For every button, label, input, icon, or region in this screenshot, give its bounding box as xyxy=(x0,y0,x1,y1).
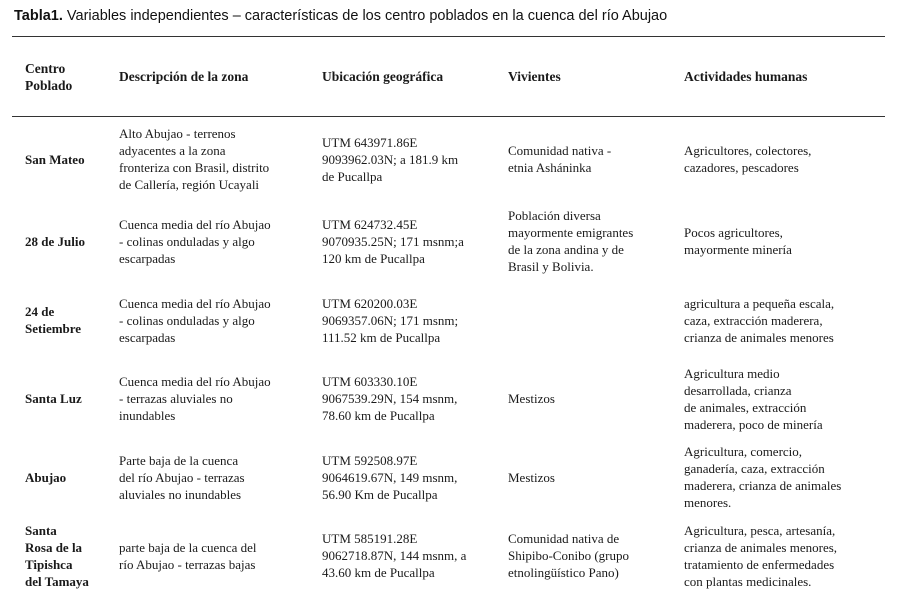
actividades-cell: Agricultores, colectores, cazadores, pescadores xyxy=(684,143,812,175)
table-caption xyxy=(14,8,667,24)
header-descripcion: Descripción de la zona xyxy=(119,69,249,84)
centro-poblado-cell: Santa Luz xyxy=(25,391,82,406)
actividades-cell: Agricultura, comercio, ganadería, caza, extracción maderera, crianza de animales menores. xyxy=(684,444,842,510)
header-actividades: Actividades humanas xyxy=(684,69,808,84)
table-row xyxy=(12,360,885,437)
vivientes-cell xyxy=(495,280,671,360)
ubicacion-cell: UTM 585191.28E 9062718.87N, 144 msnm, a 43.60 km de Pucallpa xyxy=(322,531,467,580)
actividades-cell: agricultura a pequeña escala, caza, extracción maderera, crianza de animales menores xyxy=(684,295,835,345)
descripcion-cell: Cuenca media del río Abujao - colinas onduladas y algo escarpadas xyxy=(119,216,271,266)
ubicacion-cell: UTM 643971.86E 9093962.03N; a 181.9 km de Pucallpa xyxy=(322,134,459,184)
table-row xyxy=(12,437,885,517)
header-centro-poblado: Centro Poblado xyxy=(25,60,73,93)
centro-poblado-cell: 24 de Setiembre xyxy=(25,304,82,336)
table-row xyxy=(12,280,885,360)
centro-poblado-cell: Abujao xyxy=(25,469,67,485)
centros-poblados-table xyxy=(12,37,885,594)
centro-poblado-cell: 28 de Julio xyxy=(25,233,85,249)
centro-poblado-cell: San Mateo xyxy=(25,151,85,167)
header-vivientes: Vivientes xyxy=(508,69,561,84)
table-row xyxy=(12,202,885,280)
vivientes-cell: Comunidad nativa - etnia Asháninka xyxy=(508,143,612,175)
caption-text: Variables independientes – características de los centro poblados en la cuenca del río Abujao xyxy=(62,8,668,24)
actividades-cell: Agricultura medio desarrollada, crianza de animales, extracción maderera, poco de minería xyxy=(684,365,823,432)
vivientes-cell: Comunidad nativa de Shipibo-Conibo (grupo etnolingüístico Pano) xyxy=(508,531,629,580)
vivientes-cell: Mestizos xyxy=(508,469,555,485)
caption-label: Tabla1. xyxy=(14,8,63,24)
centro-poblado-cell: Santa Rosa de la Tipishca del Tamaya xyxy=(25,522,89,589)
descripcion-cell: Alto Abujao - terrenos adyacentes a la zona fronteriza con Brasil, distrito de Callería, región Ucayali xyxy=(119,126,270,192)
actividades-cell: Pocos agricultores, mayormente minería xyxy=(684,225,792,257)
descripcion-cell: Parte baja de la cuenca del río Abujao - terrazas aluviales no inundables xyxy=(119,452,245,502)
ubicacion-cell: UTM 620200.03E 9069357.06N; 171 msnm; 111.52 km de Pucallpa xyxy=(322,295,459,345)
table-row xyxy=(12,517,885,594)
ubicacion-cell: UTM 592508.97E 9064619.67N, 149 msnm, 56.90 Km de Pucallpa xyxy=(322,452,458,502)
ubicacion-cell: UTM 603330.10E 9067539.29N, 154 msnm, 78.60 km de Pucallpa xyxy=(322,374,458,423)
vivientes-cell: Mestizos xyxy=(508,391,555,406)
vivientes-cell: Población diversa mayormente emigrantes de la zona andina y de Brasil y Bolivia. xyxy=(508,208,634,274)
table-row xyxy=(12,116,885,202)
header-ubicacion: Ubicación geográfica xyxy=(322,69,444,84)
descripcion-cell: Cuenca media del río Abujao - terrazas aluviales no inundables xyxy=(119,374,271,423)
actividades-cell: Agricultura, pesca, artesanía, crianza de animales menores, tratamiento de enfermedades con plantas medicinales. xyxy=(684,522,838,589)
descripcion-cell: parte baja de la cuenca del río Abujao - terrazas bajas xyxy=(119,539,257,572)
header-row xyxy=(12,37,885,116)
ubicacion-cell: UTM 624732.45E 9070935.25N; 171 msnm;a 120 km de Pucallpa xyxy=(322,216,464,266)
descripcion-cell: Cuenca media del río Abujao - colinas onduladas y algo escarpadas xyxy=(119,295,271,345)
